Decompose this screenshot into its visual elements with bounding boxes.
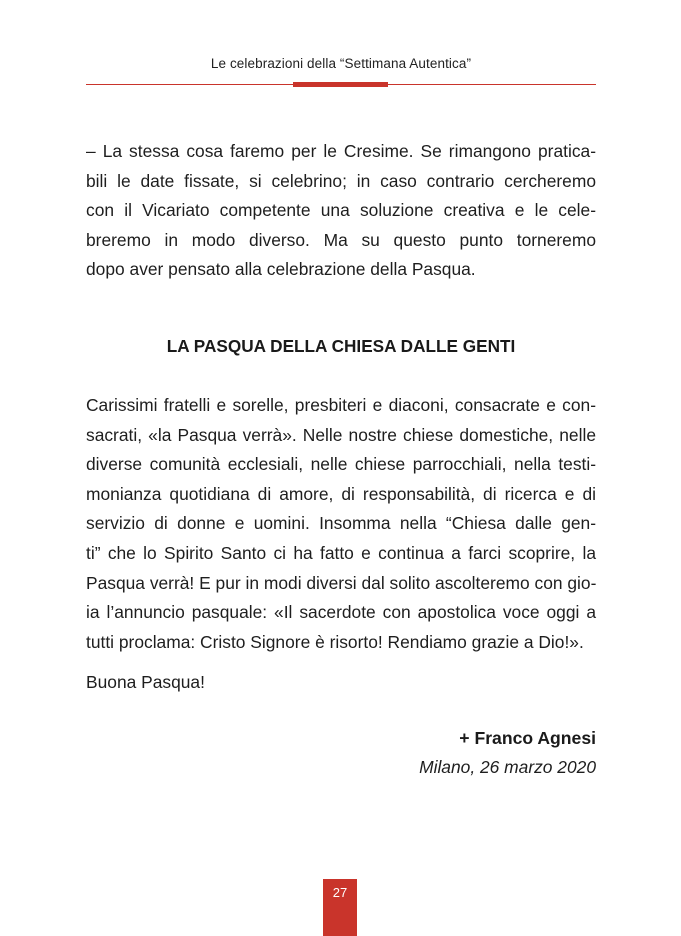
paragraph-cresime — [86, 137, 596, 285]
text-line: con il Vicariato competente una soluzione creativa e le cele- — [86, 200, 596, 221]
closing-greeting: Buona Pasqua! — [86, 672, 205, 692]
signature: + Franco Agnesi — [459, 728, 596, 748]
running-header: Le celebrazioni della “Settimana Autentica” — [210, 56, 472, 71]
text-line: servizio di donne e uomini. Insomma nella “Chiesa dalle gen- — [86, 513, 596, 534]
text-line: – La stessa cosa faremo per le Cresime. Se rimangono pratica- — [86, 141, 596, 161]
text-line: monianza quotidiana di amore, di responsabilità, di ricerca e di — [86, 483, 596, 504]
text-line: ti” che lo Spirito Santo ci ha fatto e continua a farci scoprire, la — [86, 542, 596, 563]
text-line: bili le date fissate, si celebrino; in caso contrario cercheremo — [86, 170, 596, 191]
text-line: Carissimi fratelli e sorelle, presbiteri e diaconi, consacrate e con- — [86, 395, 596, 415]
text-line: sacrati, «la Pasqua verrà». Nelle nostre chiese domestiche, nelle — [86, 424, 596, 445]
dateline: Milano, 26 marzo 2020 — [419, 757, 596, 777]
text-line: breremo in modo diverso. Ma su questo punto torneremo — [86, 229, 596, 250]
page-number: 27 — [323, 879, 357, 936]
text-line: tutti proclama: Cristo Signore è risorto! Rendiamo grazie a Dio!». — [86, 631, 584, 652]
paragraph-pasqua — [86, 391, 596, 657]
header-accent-bar — [293, 82, 388, 87]
text-line: ia l’annuncio pasquale: «Il sacerdote con apostolica voce oggi a — [86, 602, 596, 623]
text-line: dopo aver pensato alla celebrazione della Pasqua. — [86, 259, 476, 280]
text-line: diverse comunità ecclesiali, nelle chiese parrocchiali, nella testi- — [86, 454, 596, 475]
text-line: Pasqua verrà! E pur in modi diversi dal solito ascolteremo con gio- — [86, 572, 597, 593]
section-heading: LA PASQUA DELLA CHIESA DALLE GENTI — [166, 336, 516, 356]
